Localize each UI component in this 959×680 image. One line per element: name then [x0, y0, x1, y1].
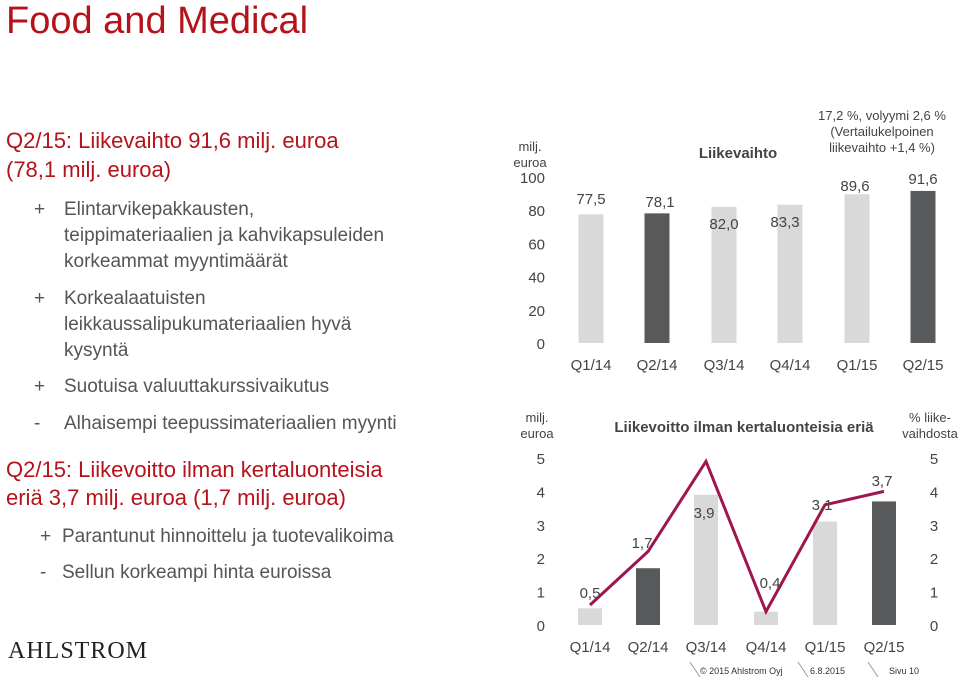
data-label: 89,6 — [840, 178, 870, 195]
data-label: 3,1 — [811, 497, 833, 514]
y-tick-label: 40 — [528, 269, 545, 287]
bar — [845, 194, 870, 343]
y2-axis-label: % liike- — [909, 410, 951, 425]
bullet-text: Suotuisa valuuttakurssivaikutus — [64, 376, 330, 397]
y2-axis-label: vaihdosta — [902, 426, 958, 441]
y-tick-label: 2 — [536, 551, 545, 569]
annotation-text: (Vertailukelpoinen — [830, 124, 934, 139]
data-label: 0,4 — [759, 575, 781, 592]
bullet-symbol: - — [34, 413, 41, 434]
bar — [872, 501, 896, 625]
headline-revenue-line2: (78,1 milj. euroa) — [6, 157, 172, 182]
y-tick-label: 60 — [528, 236, 545, 254]
bullet-symbol: + — [40, 526, 52, 547]
footer-date: 6.8.2015 — [810, 666, 846, 676]
bullet-text: Parantunut hinnoittelu ja tuotevalikoima — [62, 526, 394, 547]
annotation-text: liikevaihto +1,4 %) — [829, 140, 935, 155]
y2-tick-label: 4 — [929, 484, 939, 502]
y2-tick-label: 5 — [929, 451, 939, 468]
y2-tick-label: 0 — [929, 618, 939, 635]
bar — [579, 214, 604, 343]
x-tick-label: Q1/15 — [804, 639, 846, 656]
data-label: 0,5 — [579, 585, 601, 602]
x-tick-label: Q1/14 — [569, 639, 611, 656]
y2-tick-label: 1 — [929, 584, 939, 602]
data-label: 1,7 — [631, 535, 653, 552]
logo-text: AHLSTROM — [8, 638, 149, 664]
footer-divider — [798, 662, 808, 677]
y-axis-label: euroa — [520, 426, 554, 441]
y-tick-label: 1 — [536, 584, 545, 602]
bullet-text: Sellun korkeampi hinta euroissa — [62, 562, 332, 583]
footer-divider — [690, 662, 700, 677]
y2-tick-label: 2 — [929, 551, 939, 569]
footer-page: Sivu 10 — [889, 666, 920, 676]
headline-profit-line1: Q2/15: Liikevoitto ilman kertaluonteisia — [6, 457, 383, 482]
y-tick-label: 100 — [519, 170, 545, 187]
x-tick-label: Q4/14 — [745, 639, 787, 656]
x-tick-label: Q3/14 — [685, 639, 727, 656]
bar — [636, 568, 660, 625]
x-tick-label: Q2/14 — [636, 357, 678, 374]
headline-revenue-line1: Q2/15: Liikevaihto 91,6 milj. euroa — [6, 128, 339, 153]
chart-title: Liikevaihto — [698, 145, 778, 162]
x-tick-label: Q1/15 — [836, 357, 878, 374]
data-label: 82,0 — [709, 216, 739, 233]
x-tick-label: Q2/14 — [627, 639, 669, 656]
y-tick-label: 5 — [536, 451, 545, 468]
page-title: Food and Medical — [6, 0, 309, 42]
footer-divider — [868, 662, 878, 677]
bullet-text: Elintarvikepakkausten, — [64, 199, 255, 220]
bullet-text: Korkealaatuisten — [64, 288, 206, 309]
bullet-text: korkeammat myyntimäärät — [64, 251, 288, 272]
x-tick-label: Q2/15 — [863, 639, 905, 656]
bullet-text: leikkaussalipukumateriaalien hyvä — [64, 314, 352, 335]
data-label: 91,6 — [908, 171, 938, 188]
bullet-symbol: - — [40, 562, 47, 583]
y-axis-label: euroa — [513, 155, 547, 170]
bullet-text: kysyntä — [64, 340, 129, 361]
data-label: 77,5 — [576, 191, 606, 208]
x-tick-label: Q3/14 — [703, 357, 745, 374]
ahlstrom-logo — [8, 638, 148, 664]
y-axis-label: milj. — [525, 410, 549, 425]
y-tick-label: 0 — [536, 336, 545, 353]
bar — [813, 521, 837, 625]
data-label: 78,1 — [645, 194, 675, 211]
footer-copyright: © 2015 Ahlstrom Oyj — [700, 666, 783, 676]
y-tick-label: 20 — [528, 302, 545, 320]
bullet-text: Alhaisempi teepussimateriaalien myynti — [64, 413, 397, 434]
bullet-text: teippimateriaalien ja kahvikapsuleiden — [64, 225, 385, 246]
y-tick-label: 0 — [536, 618, 545, 635]
bar — [911, 191, 936, 343]
chart-title: Liikevoitto ilman kertaluonteisia eriä — [614, 419, 874, 436]
y-tick-label: 4 — [536, 484, 545, 502]
bullet-symbol: + — [34, 199, 46, 220]
bullet-symbol: + — [34, 288, 46, 309]
x-tick-label: Q4/14 — [769, 357, 811, 374]
bar — [645, 213, 670, 343]
annotation-text: 17,2 %, volyymi 2,6 % — [818, 108, 946, 123]
y2-tick-label: 3 — [929, 517, 939, 535]
bullet-symbol: + — [34, 376, 46, 397]
y-tick-label: 80 — [528, 203, 545, 221]
x-tick-label: Q1/14 — [570, 357, 612, 374]
data-label: 3,9 — [693, 505, 715, 522]
y-axis-label: milj. — [518, 139, 542, 154]
x-tick-label: Q2/15 — [902, 357, 944, 374]
data-label: 3,7 — [871, 473, 893, 490]
bar — [578, 608, 602, 625]
data-label: 83,3 — [770, 214, 800, 231]
headline-profit-line2: eriä 3,7 milj. euroa (1,7 milj. euroa) — [6, 485, 346, 510]
y-tick-label: 3 — [536, 517, 545, 535]
